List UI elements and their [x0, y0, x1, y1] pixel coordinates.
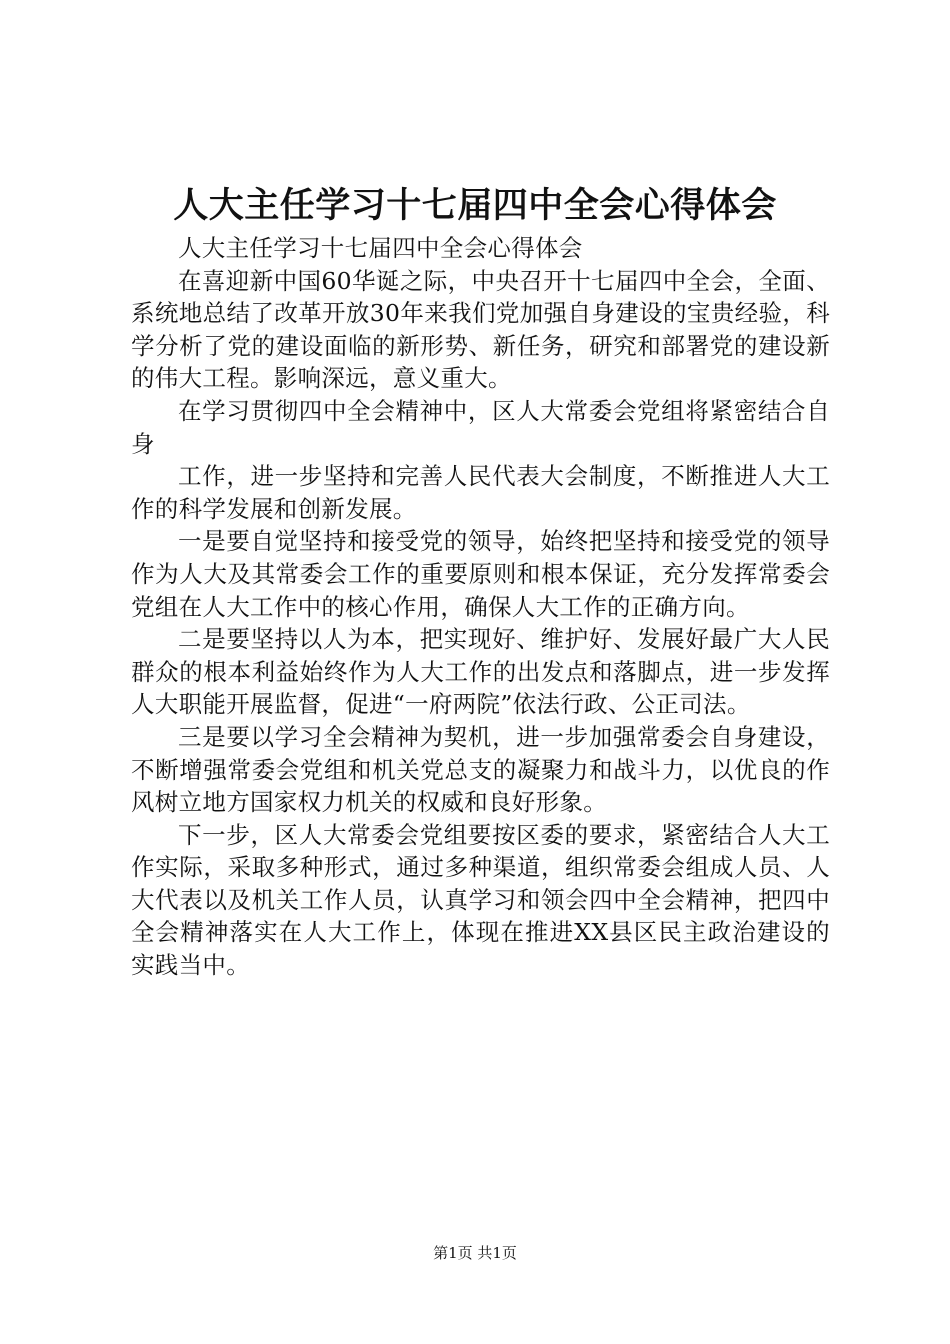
paragraph-work: 工作，进一步坚持和完善人民代表大会制度，不断推进人大工作的科学发展和创新发展。 [131, 462, 830, 523]
paragraph-point-one: 一是要自觉坚持和接受党的领导，始终把坚持和接受党的领导作为人大及其常委会工作的重要原则和根本保证，充分发挥常委会党组在人大工作中的核心作用，确保人大工作的正确方向。 [131, 527, 830, 621]
paragraph-intro: 在喜迎新中国60华诞之际，中央召开十七届四中全会，全面、系统地总结了改革开放30年来我们党加强自身建设的宝贵经验，科学分析了党的建设面临的新形势、新任务，研究和部署党的建设新的伟大工程。影响深远，意义重大。 [131, 266, 830, 393]
paragraph-study: 在学习贯彻四中全会精神中，区人大常委会党组将紧密结合自身 [131, 396, 830, 458]
page-footer: 第1页 共1页 [433, 1244, 517, 1262]
paragraph-next-step: 下一步，区人大常委会党组要按区委的要求，紧密结合人大工作实际，采取多种形式，通过多种渠道，组织常委会组成人员、人大代表以及机关工作人员，认真学习和领会四中全会精神，把四中全会精神落实在人大工作上，体现在推进XX县区民主政治建设的实践当中。 [131, 820, 830, 980]
document-title: 人大主任学习十七届四中全会心得体会 [173, 186, 777, 226]
document-body [131, 232, 830, 982]
paragraph-point-three: 三是要以学习全会精神为契机，进一步加强常委会自身建设，不断增强常委会党组和机关党总支的凝聚力和战斗力，以优良的作风树立地方国家权力机关的权威和良好形象。 [131, 722, 830, 817]
paragraph-point-two: 二是要坚持以人为本，把实现好、维护好、发展好最广大人民群众的根本利益始终作为人大工作的出发点和落脚点，进一步发挥人大职能开展监督，促进“一府两院”依法行政、公正司法。 [131, 625, 830, 719]
paragraph-subtitle: 人大主任学习十七届四中全会心得体会 [178, 234, 583, 262]
